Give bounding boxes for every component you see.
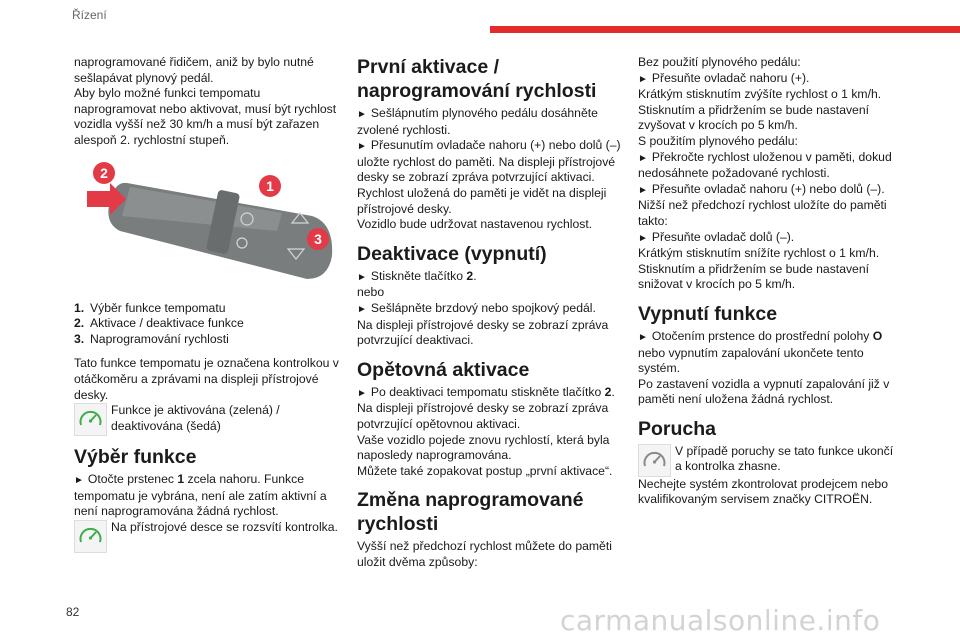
switch-off-heading: Vypnutí funkce xyxy=(638,302,778,325)
speedometer-indicator-icon xyxy=(74,520,107,553)
legend-item: 3. Naprogramování rychlosti xyxy=(74,331,229,346)
column-2: První aktivace / naprogramování rychlosti ► Sešlápnutím plynového pedálu dosáhněte zvolené rychlosti. ► Přesunutím ovladače nahoru (+) nebo dolů (–) uložte rychlost do paměti. Na displeji přístrojové desky se zobrazí zpráva potvrzující aktivaci. Rychlost uložená do paměti je vidět na displeji přístrojové desky. Vozidlo bude udržovat nastavenou rychlost. Deaktivace (vypnutí) ► Stiskněte tlačítko 2. nebo ► Sešlápněte brzdový nebo spojkový pedál. Na displeji přístrojové desky se zobrazí zpráva potvrzující deaktivaci. Opětovná aktivace ► Po deaktivaci tempomatu stiskněte tlačítko 2. Na displeji přístrojové desky se zobrazí zpráva potvrzující opětovnou aktivaci. Vaše vozidlo pojede znovu rychlostí, která byla naposledy naprogramována. Můžete také zopakovat postup „první aktivace“. Změna naprogramované rychlosti Vyšší než předchozí rychlost můžete do paměti uložit dvěma způsoby: xyxy=(357,56,621,569)
selection-heading: Výběr funkce xyxy=(74,446,197,469)
reactivation-heading: Opětovná aktivace xyxy=(357,358,530,381)
speedometer-grey-icon xyxy=(638,444,671,477)
watermark: carmanualsonline.info xyxy=(560,604,881,637)
legend-list xyxy=(74,301,344,348)
indicator-note: Funkce je aktivována (zelená) / deaktivována (šedá) xyxy=(74,403,344,436)
deactivation-heading: Deaktivace (vypnutí) xyxy=(357,242,547,265)
fault-note: V případě poruchy se tato funkce ukončí a kontrolka zhasne. xyxy=(638,444,900,477)
first-activation-heading: První aktivace / naprogramování rychlosti xyxy=(357,56,597,102)
legend-item: 2. Aktivace / deaktivace funkce xyxy=(74,316,244,331)
selection-text: ► Otočte prstenec 1 zcela nahoru. Funkce tempomatu je vybrána, není ale zatím aktivní a není naprogramována žádná rychlost. xyxy=(74,472,327,519)
selection-note: Na přístrojové desce se rozsvítí kontrolka. xyxy=(74,520,344,553)
callout-2-label: 2 xyxy=(100,164,108,181)
cruise-control-stalk-illustration xyxy=(82,161,344,289)
intro-text: naprogramované řidičem, aniž by bylo nutné sešlapávat plynový pedál. xyxy=(74,55,314,85)
fault-heading: Porucha xyxy=(638,417,717,440)
stalk-diagram xyxy=(82,161,344,289)
activation-text: Aby bylo možné funkci tempomatu naprogramovat nebo aktivovat, musí být rychlost vozidla vyšší než 30 km/h a musí být zařazen alespoň 2. rychlostní stupeň. xyxy=(74,86,337,147)
change-speed-heading: Změna naprogramované rychlosti xyxy=(357,489,584,536)
speedometer-warning-icon xyxy=(74,403,107,436)
callout-1-label: 1 xyxy=(266,177,274,194)
section-accent-bar xyxy=(490,26,960,33)
indicator-text: Tato funkce tempomatu je označena kontrolkou v otáčkoměru a zprávami na displeji přístrojové desky. xyxy=(74,356,339,402)
callout-3-label: 3 xyxy=(314,230,322,247)
page-number: 82 xyxy=(66,605,80,619)
column-3: Bez použití plynového pedálu: ► Přesuňte ovladač nahoru (+). Krátkým stisknutím zvýšíte rychlost o 1 km/h. Stisknutím a přidržením se bude nastavení zvyšovat v krocích po 5 km/h. S použitím plynového pedálu: ► Překročte rychlost uloženou v paměti, dokud nedosáhnete požadované rychlosti. ► Přesuňte ovladač nahoru (+) nebo dolů (–). Nižší než předchozí rychlost uložíte do paměti takto: ► Přesuňte ovladač dolů (–). Krátkým stisknutím snížíte rychlost o 1 km/h. Stisknutím a přidržením se bude nastavení snižovat v krocích po 5 km/h. Vypnutí funkce ► Otočením prstence do prostřední polohy O nebo vypnutím zapalování ukončete tento systém. Po zastavení vozidla a vypnutí zapalování již v paměti není uložena žádná rychlost. Porucha V případě poruchy se tato funkce ukončí a kontrolka zhasne. Nechejte systém zkontrolovat prodejcem nebo kvalifikovaným servisem značky CITROËN. xyxy=(638,55,900,508)
legend-item: 1. Výběr funkce tempomatu xyxy=(74,300,226,315)
column-1 xyxy=(74,55,344,553)
section-header: Řízení xyxy=(72,8,107,22)
